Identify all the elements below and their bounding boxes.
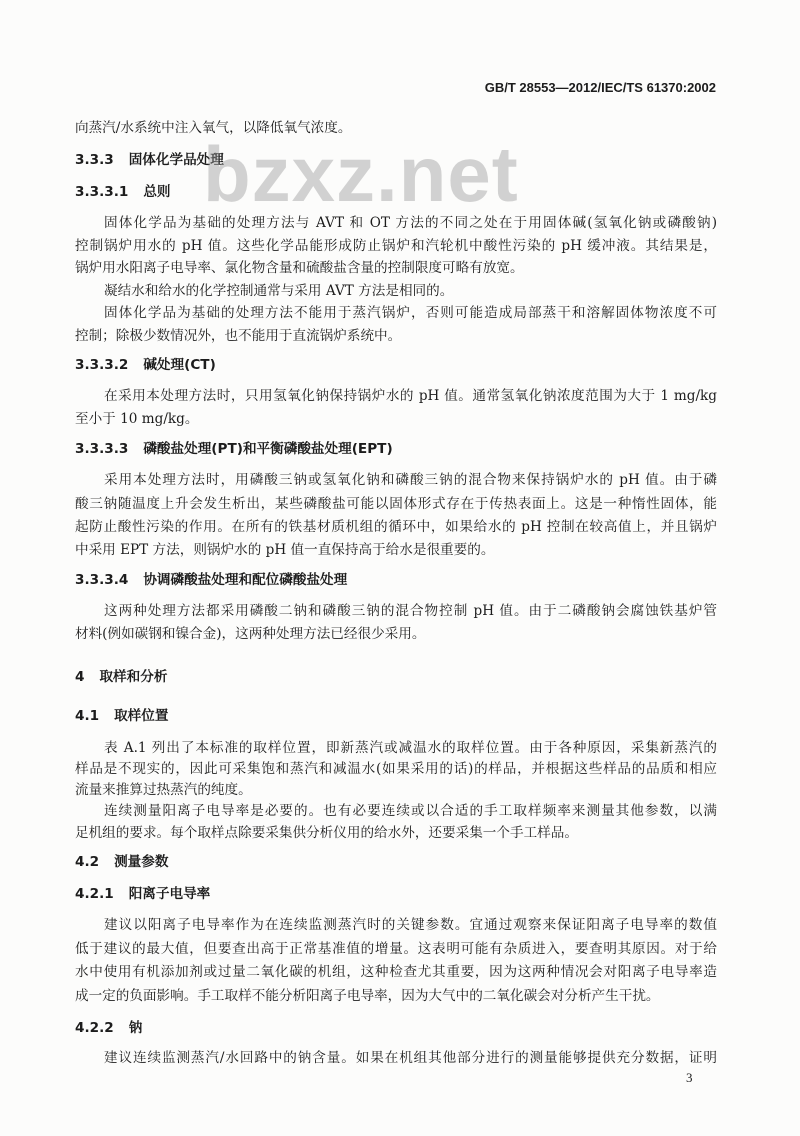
- running-header: GB/T 28553—2012/IEC/TS 61370:2002: [484, 80, 716, 95]
- heading-number: 4.2: [75, 854, 100, 870]
- heading-title: 固体化学品处理: [128, 152, 224, 168]
- paragraph-line: 表 A.1 列出了本标准的取样位置，即新蒸汽或减温水的取样位置。由于各种原因，采集新蒸汽的: [104, 740, 717, 756]
- heading-number: 3.3.3.2: [75, 357, 129, 373]
- heading-title: 取样和分析: [99, 669, 168, 685]
- paragraph-line: 建议以阳离子电导率作为在连续监测蒸汽时的关键参数。宜通过观察来保证阳离子电导率的数值: [104, 917, 717, 933]
- heading-number: 3.3.3: [75, 152, 114, 168]
- paragraph-line: 锅炉用水阳离子电导率、氯化物含量和硫酸盐含量的控制限度可略有放宽。: [75, 260, 524, 276]
- paragraph-line: 成一定的负面影响。手工取样不能分析阳离子电导率，因为大气中的二氧化碳会对分析产生干扰。: [75, 988, 660, 1004]
- paragraph-line: 流量来推算过热蒸汽的纯度。: [75, 782, 252, 798]
- heading-title: 取样位置: [114, 708, 169, 724]
- heading-title: 碱处理(CT): [143, 357, 216, 373]
- paragraph-line: 在采用本处理方法时，只用氢氧化钠保持锅炉水的 pH 值。通常氢氧化钠浓度范围为大于 1 mg/kg: [104, 388, 717, 404]
- page-number: 3: [686, 1070, 693, 1085]
- heading-number: 4: [75, 669, 85, 685]
- heading-title: 阳离子电导率: [128, 886, 211, 902]
- paragraph-line: 至小于 10 mg/kg。: [75, 411, 199, 427]
- paragraph-line: 建议连续监测蒸汽/水回路中的钠含量。如果在机组其他部分进行的测量能够提供充分数据，证明: [104, 1050, 717, 1066]
- paragraph-line: 向蒸汽/水系统中注入氧气，以降低氧气浓度。: [75, 120, 352, 136]
- heading-number: 4.2.1: [75, 886, 114, 902]
- heading-title: 钠: [128, 1020, 143, 1036]
- heading-4-2-2: [75, 1018, 142, 1038]
- paragraph-line: 足机组的要求。每个取样点除要采集供分析仪用的给水外，还要采集一个手工样品。: [75, 825, 578, 841]
- heading-3-3-3-3: [75, 439, 393, 459]
- heading-3-3-3-4: [75, 570, 347, 590]
- paragraph-line: 这两种处理方法都采用磷酸二钠和磷酸三钠的混合物控制 pH 值。由于二磷酸钠会腐蚀铁基炉管: [104, 603, 717, 619]
- heading-number: 3.3.3.3: [75, 441, 129, 457]
- heading-4-2-1: [75, 884, 210, 904]
- heading-3-3-3: [75, 150, 224, 170]
- paragraph-line: 固体化学品为基础的处理方法不能用于蒸汽锅炉，否则可能造成局部蒸干和溶解固体物浓度不可: [104, 305, 717, 321]
- heading-4-1: [75, 706, 168, 726]
- watermark-text: bzxz.net: [203, 130, 519, 218]
- paragraph-line: 酸三钠随温度上升会发生析出，某些磷酸盐可能以固体形式存在于传热表面上。这是一种惰性固体，能: [75, 496, 717, 512]
- paragraph-line: 控制锅炉用水的 pH 值。这些化学品能形成防止锅炉和汽轮机中酸性污染的 pH 缓冲液。其结果是，: [75, 238, 717, 254]
- paragraph-line: 低于建议的最大值，但要查出高于正常基准值的增量。这表明可能有杂质进入，要查明其原因。对于给: [75, 941, 717, 957]
- paragraph-line: 控制；除极少数情况外，也不能用于直流锅炉系统中。: [75, 328, 402, 344]
- heading-3-3-3-1: [75, 182, 171, 202]
- paragraph-line: 材料(例如碳钢和镍合金)，这两种处理方法已经很少采用。: [75, 626, 426, 642]
- heading-title: 协调磷酸盐处理和配位磷酸盐处理: [143, 572, 348, 588]
- heading-number: 4.2.2: [75, 1020, 114, 1036]
- paragraph-line: 连续测量阳离子电导率是必要的。也有必要连续或以合适的手工取样频率来测量其他参数，以满: [104, 803, 717, 819]
- heading-title: 测量参数: [114, 854, 169, 870]
- heading-number: 3.3.3.4: [75, 572, 129, 588]
- heading-title: 总则: [143, 184, 171, 200]
- heading-title: 磷酸盐处理(PT)和平衡磷酸盐处理(EPT): [143, 441, 393, 457]
- heading-4: [75, 667, 167, 687]
- heading-number: 3.3.3.1: [75, 184, 129, 200]
- paragraph-line: 样品是不现实的，因此可采集饱和蒸汽和减温水(如果采用的话)的样品，并根据这些样品的品质和相应: [75, 761, 717, 777]
- paragraph-line: 水中使用有机添加剂或过量二氧化碳的机组，这种检查尤其重要，因为这两种情况会对阳离子电导率造: [75, 964, 717, 980]
- heading-3-3-3-2: [75, 355, 216, 375]
- heading-number: 4.1: [75, 708, 100, 724]
- paragraph-line: 采用本处理方法时，用磷酸三钠或氢氧化钠和磷酸三钠的混合物来保持锅炉水的 pH 值。由于磷: [104, 472, 717, 488]
- paragraph-line: 固体化学品为基础的处理方法与 AVT 和 OT 方法的不同之处在于用固体碱(氢氧化钠或磷酸钠): [104, 215, 717, 231]
- heading-4-2: [75, 852, 168, 872]
- paragraph-line: 起防止酸性污染的作用。在所有的铁基材质机组的循环中，如果给水的 pH 控制在较高值上，并且锅炉: [75, 519, 717, 535]
- paragraph-line: 凝结水和给水的化学控制通常与采用 AVT 方法是相同的。: [104, 283, 454, 299]
- paragraph-line: 中采用 EPT 方法，则锅炉水的 pH 值一直保持高于给水是很重要的。: [75, 542, 495, 558]
